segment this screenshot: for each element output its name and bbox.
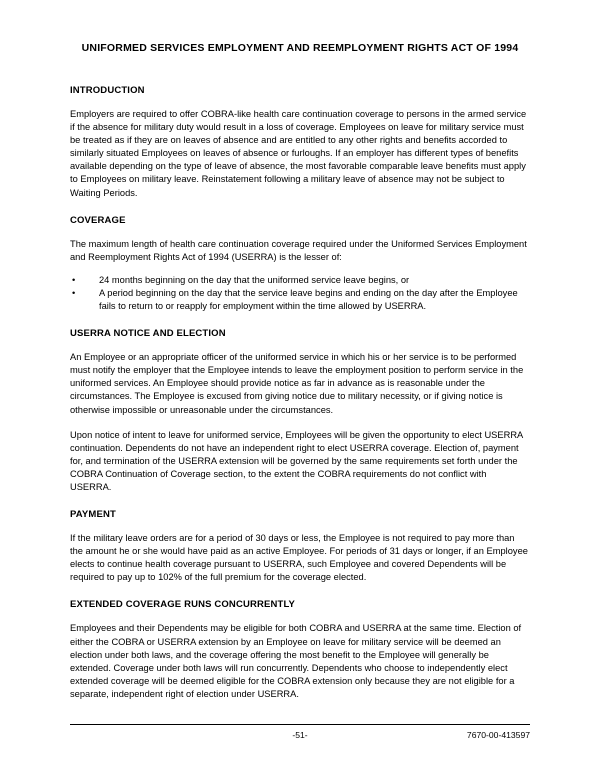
spacer bbox=[70, 264, 530, 274]
page-footer bbox=[70, 724, 530, 742]
spacer bbox=[70, 417, 530, 429]
list-item-label: 24 months beginning on the day that the uniformed service leave begins, or bbox=[99, 274, 410, 285]
spacer bbox=[70, 584, 530, 599]
section-heading-payment: PAYMENT bbox=[70, 509, 116, 521]
list-item bbox=[70, 274, 530, 287]
spacer bbox=[70, 97, 530, 108]
footer-document-id: 7670-00-413597 bbox=[466, 730, 530, 740]
paragraph-userra-2: Upon notice of intent to leave for uniformed service, Employees will be given the opportunity to elect USERRA continuation. Dependents do not have an independent right to elect USERRA coverage. Election of, payment for, and termination of the USERRA extension will be governed by the same requirements set forth under the COBRA Continuation of Coverage section, to the extent the COBRA requirements do not conflict with USERRA. bbox=[70, 429, 523, 492]
coverage-bullet-list bbox=[70, 274, 530, 313]
footer-row bbox=[70, 728, 530, 742]
footer-page-number: -51- bbox=[292, 730, 308, 740]
paragraph-payment-1: If the military leave orders are for a period of 30 days or less, the Employee is not required to pay more than the amount he or she would have paid as an active Employee. For periods of 31 days or longer, if an Employee elects to continue health coverage pursuant to USERRA, such Employee and covered Dependents will be required to pay up to 102% of the full premium for the coverage elected. bbox=[70, 533, 528, 583]
spacer bbox=[70, 340, 530, 351]
page-content bbox=[70, 0, 530, 701]
paragraph-extended-coverage-1: Employees and their Dependents may be eligible for both COBRA and USERRA at the same time. Election of either the COBRA or USERRA extension by an Employee on leave for military service will be deemed an election under both laws, and the coverage offering the most benefit to the Employee will generally be extended. Coverage under both laws will run concurrently. Dependents who choose to independently elect extended coverage will be deemed eligible for the COBRA extension only because they are not eligible for a separate, independent right of election under USERRA. bbox=[70, 623, 522, 699]
spacer bbox=[70, 200, 530, 215]
section-heading-coverage: COVERAGE bbox=[70, 214, 126, 226]
list-item-label: A period beginning on the day that the service leave begins and ending on the day after the Employee fails to return to or reapply for employment within the time allowed by USERRA. bbox=[99, 287, 518, 312]
section-heading-userra-notice-and-election: USERRA NOTICE AND ELECTION bbox=[70, 328, 226, 340]
bullet-icon: • bbox=[72, 274, 76, 285]
footer-divider bbox=[70, 724, 530, 725]
spacer bbox=[70, 521, 530, 532]
bullet-icon: • bbox=[72, 287, 76, 298]
spacer bbox=[70, 227, 530, 238]
spacer bbox=[70, 494, 530, 509]
page-title: UNIFORMED SERVICES EMPLOYMENT AND REEMPLOYMENT RIGHTS ACT OF 1994 bbox=[81, 42, 519, 54]
paragraph-userra-1: An Employee or an appropriate officer of the uniformed service in which his or her service is to be performed must notify the employer that the Employee intends to leave the employment position to perform service in the uniformed services. An Employee should provide notice as far in advance as is reasonable under the circumstances. The Employee is excused from giving notice due to military necessity, or if giving notice is otherwise impossible or unreasonable under the circumstances. bbox=[70, 352, 524, 415]
section-heading-introduction: INTRODUCTION bbox=[70, 85, 145, 96]
spacer bbox=[70, 611, 530, 622]
spacer bbox=[70, 55, 530, 85]
list-item bbox=[70, 287, 530, 313]
section-heading-extended-coverage-runs-concurrently: EXTENDED COVERAGE RUNS CONCURRENTLY bbox=[70, 599, 296, 611]
paragraph-introduction-1: Employers are required to offer COBRA-like health care continuation coverage to persons in the armed service if the absence for military duty would result in a loss of coverage. Employees on leave for military service must be treated as if they are on leaves of absence and are entitled to any other rights and benefits accorded to similarly situated Employees on leaves of absence or furloughs. If an employer has different types of benefits available depending on the type of leave of absence, the most favorable comparable leave benefits must apply to Employees on military leave. Reinstatement following a military leave of absence may not be subject to Waiting Periods. bbox=[70, 109, 527, 198]
spacer bbox=[70, 313, 530, 328]
paragraph-coverage-1: The maximum length of health care continuation coverage required under the Uniformed Services Employment and Reemployment Rights Act of 1994 (USERRA) is the lesser of: bbox=[70, 238, 527, 262]
